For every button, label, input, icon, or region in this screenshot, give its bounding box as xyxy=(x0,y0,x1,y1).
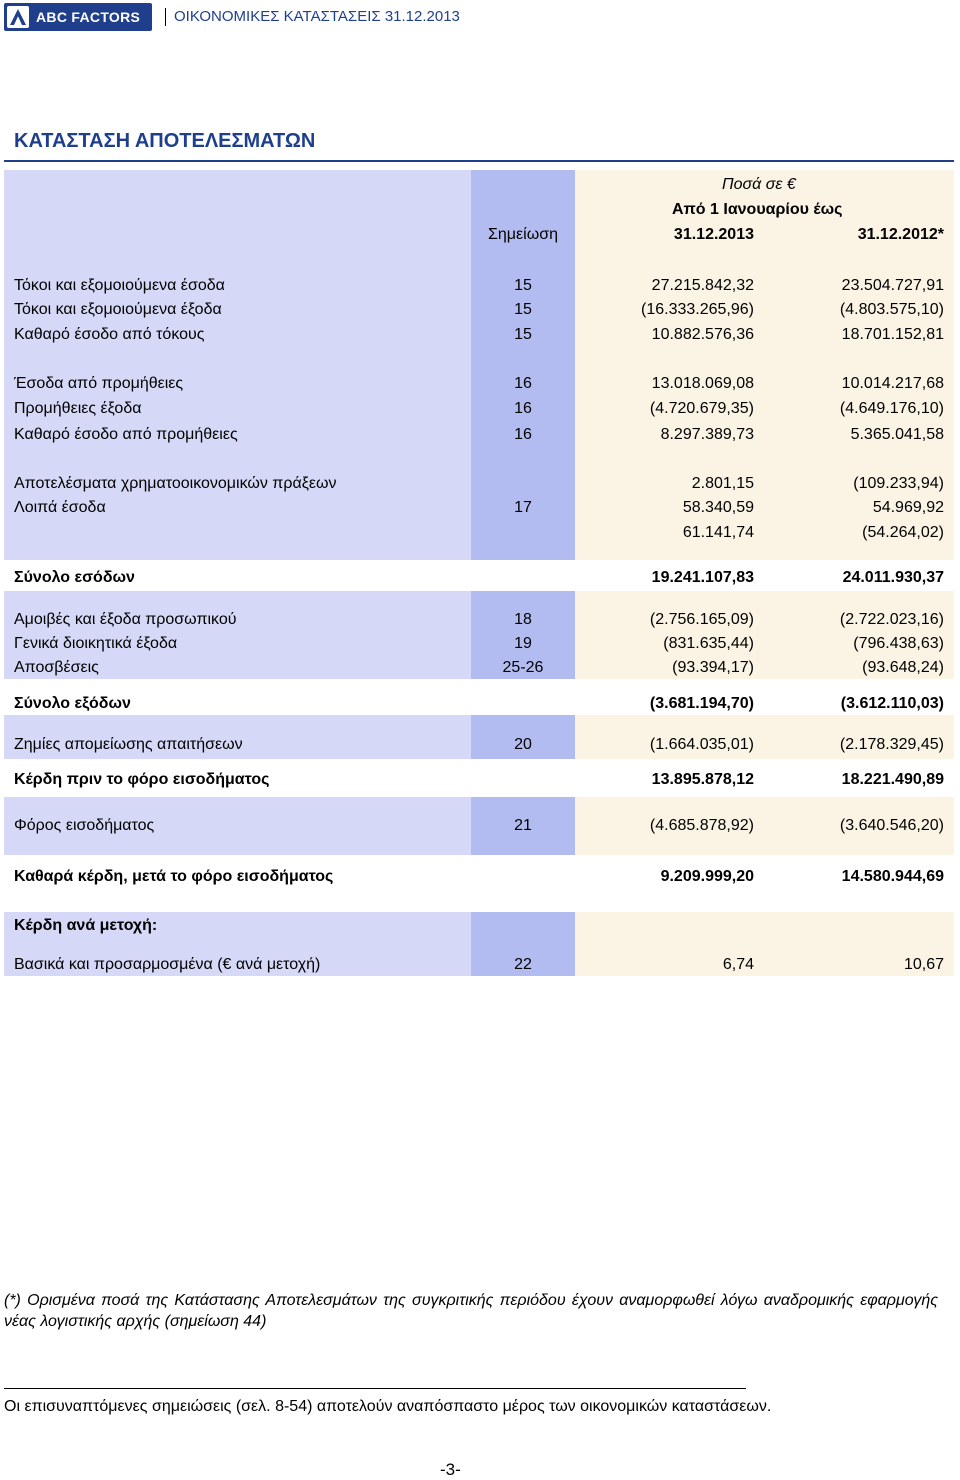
row-label: Τόκοι και εξομοιούμενα έσοδα xyxy=(14,277,225,294)
row-current-value: 27.215.842,32 xyxy=(651,277,754,294)
table-row xyxy=(0,301,960,325)
table-row xyxy=(0,611,960,635)
footer-divider xyxy=(4,1388,746,1389)
table-row xyxy=(0,635,960,659)
amounts-currency-label: Ποσά σε € xyxy=(722,176,796,193)
row-previous-value: (2.178.329,45) xyxy=(839,736,944,753)
row-previous-value: (3.612.110,03) xyxy=(840,695,944,712)
row-label: Φόρος εισοδήματος xyxy=(14,817,155,834)
row-previous-value: 24.011.930,37 xyxy=(842,569,944,586)
row-label: Σύνολο εξόδων xyxy=(14,695,131,712)
row-label: Αποτελέσματα χρηματοοικονομικών πράξεων xyxy=(14,475,337,492)
row-label: Αποσβέσεις xyxy=(14,659,99,676)
row-label: Έσοδα από προμήθειες xyxy=(14,375,184,392)
table-row xyxy=(0,375,960,399)
table-row-total xyxy=(0,771,960,795)
row-note: 20 xyxy=(514,736,532,753)
row-previous-value: 18.221.490,89 xyxy=(841,771,944,788)
table-row-section xyxy=(0,917,960,941)
header-separator xyxy=(165,8,166,26)
row-label: Λοιπά έσοδα xyxy=(14,499,106,516)
row-current-value: (93.394,17) xyxy=(672,659,754,676)
row-previous-value: 23.504.727,91 xyxy=(841,277,944,294)
row-current-value: 13.018.069,08 xyxy=(651,375,754,392)
row-current-value: (16.333.265,96) xyxy=(641,301,754,318)
row-current-value: (4.685.878,92) xyxy=(649,817,754,834)
table-row xyxy=(0,277,960,301)
previous-year-header: 31.12.2012* xyxy=(857,226,944,243)
table-row xyxy=(0,956,960,980)
row-note: 16 xyxy=(514,400,532,417)
row-note: 15 xyxy=(514,277,532,294)
page-title: ΚΑΤΑΣΤΑΣΗ ΑΠΟΤΕΛΕΣΜΑΤΩΝ xyxy=(14,130,316,152)
table-row xyxy=(0,426,960,450)
row-previous-value: (3.640.546,20) xyxy=(839,817,944,834)
row-note: 18 xyxy=(514,611,532,628)
table-row xyxy=(0,475,960,499)
row-previous-value: 10,67 xyxy=(903,956,944,973)
row-label: Τόκοι και εξομοιούμενα έξοδα xyxy=(14,301,222,318)
row-current-value: 19.241.107,83 xyxy=(651,569,754,586)
row-previous-value: (2.722.023,16) xyxy=(839,611,944,628)
row-current-value: (1.664.035,01) xyxy=(649,736,754,753)
document-title: ΟΙΚΟΝΟΜΙΚΕΣ ΚΑΤΑΣΤΑΣΕΙΣ 31.12.2013 xyxy=(174,8,460,25)
row-current-value: (3.681.194,70) xyxy=(649,695,754,712)
row-current-value: (2.756.165,09) xyxy=(649,611,754,628)
table-row xyxy=(0,736,960,760)
row-note: 22 xyxy=(514,956,532,973)
period-label: Από 1 Ιανουαρίου έως xyxy=(672,201,843,218)
row-label: Καθαρό έσοδο από τόκους xyxy=(14,326,205,343)
row-current-value: 13.895.878,12 xyxy=(651,771,754,788)
table-row xyxy=(0,326,960,350)
row-current-value: 58.340,59 xyxy=(682,499,754,516)
logo-mark-icon xyxy=(7,6,29,28)
row-current-value: 2.801,15 xyxy=(691,475,754,492)
row-note: 15 xyxy=(514,301,532,318)
row-previous-value: 10.014.217,68 xyxy=(841,375,944,392)
table-row-total xyxy=(0,569,960,593)
table-row xyxy=(0,400,960,424)
table-row xyxy=(0,817,960,841)
row-label: Κέρδη πριν το φόρο εισοδήματος xyxy=(14,771,270,788)
row-previous-value: (109.233,94) xyxy=(853,475,944,492)
row-previous-value: 54.969,92 xyxy=(872,499,944,516)
row-label: Καθαρά κέρδη, μετά το φόρο εισοδήματος xyxy=(14,868,334,885)
row-note: 16 xyxy=(514,426,532,443)
table-row xyxy=(0,524,960,548)
row-previous-value: 5.365.041,58 xyxy=(850,426,944,443)
row-note: 19 xyxy=(514,635,532,652)
row-label: Αμοιβές και έξοδα προσωπικού xyxy=(14,611,237,628)
footer-note: Οι επισυναπτόμενες σημειώσεις (σελ. 8-54) αποτελούν αναπόσπαστο μέρος των οικονομικών καταστάσεων. xyxy=(4,1398,772,1415)
row-current-value: 10.882.576,36 xyxy=(651,326,754,343)
row-note: 21 xyxy=(514,817,532,834)
row-label: Κέρδη ανά μετοχή: xyxy=(14,917,158,934)
brand-name: ABC FACTORS xyxy=(36,9,141,25)
row-current-value: 9.209.999,20 xyxy=(660,868,754,885)
row-previous-value: 14.580.944,69 xyxy=(841,868,944,885)
table-row xyxy=(0,499,960,523)
row-previous-value: 18.701.152,81 xyxy=(841,326,944,343)
row-note: 17 xyxy=(514,499,532,516)
row-label: Καθαρό έσοδο από προμήθειες xyxy=(14,426,238,443)
row-previous-value: (4.803.575,10) xyxy=(839,301,944,318)
company-logo xyxy=(4,3,152,31)
row-current-value: (831.635,44) xyxy=(663,635,754,652)
table-row-total xyxy=(0,695,960,719)
row-note: 25-26 xyxy=(502,659,544,676)
table-row xyxy=(0,659,960,683)
restatement-footnote: (*) Ορισμένα ποσά της Κατάστασης Αποτελεσμάτων της συγκριτικής περιόδου έχουν αναμορφωθεί λόγω αναδρομικής εφαρμογής νέας λογιστικής αρχής (σημείωση 44) xyxy=(4,1292,938,1330)
row-label: Σύνολο εσόδων xyxy=(14,569,135,586)
row-current-value: 61.141,74 xyxy=(682,524,754,541)
row-label: Προμήθειες έξοδα xyxy=(14,400,142,417)
row-previous-value: (54.264,02) xyxy=(862,524,944,541)
table-row-total xyxy=(0,868,960,892)
current-year-header: 31.12.2013 xyxy=(673,226,754,243)
row-current-value: 6,74 xyxy=(722,956,754,973)
title-divider xyxy=(4,160,954,162)
row-previous-value: (796.438,63) xyxy=(853,635,944,652)
note-column-header: Σημείωση xyxy=(488,226,558,243)
row-previous-value: (93.648,24) xyxy=(862,659,944,676)
row-label: Ζημίες απομείωσης απαιτήσεων xyxy=(14,736,243,753)
row-label: Γενικά διοικητικά έξοδα xyxy=(14,635,178,652)
row-note: 15 xyxy=(514,326,532,343)
row-note: 16 xyxy=(514,375,532,392)
row-current-value: (4.720.679,35) xyxy=(649,400,754,417)
row-current-value: 8.297.389,73 xyxy=(660,426,754,443)
page-number: -3- xyxy=(440,1460,461,1479)
row-previous-value: (4.649.176,10) xyxy=(839,400,944,417)
row-label: Βασικά και προσαρμοσμένα (€ ανά μετοχή) xyxy=(14,956,321,973)
